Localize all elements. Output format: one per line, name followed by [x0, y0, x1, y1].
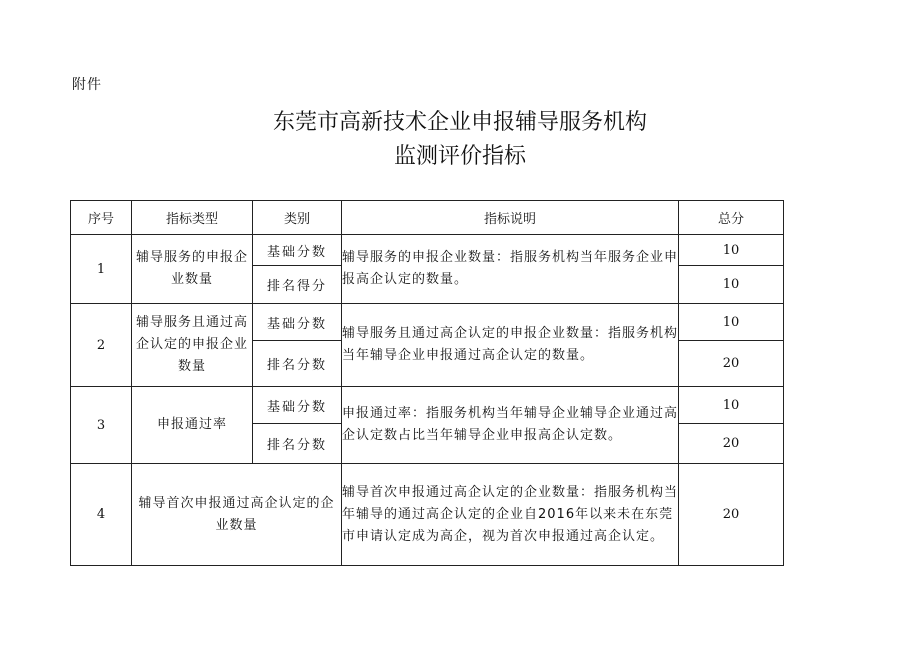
row-seq: 1	[71, 235, 132, 304]
row-description: 辅导服务且通过高企认定的申报企业数量：指服务机构当年辅导企业申报通过高企认定的数量。	[342, 304, 679, 387]
table-row	[71, 387, 784, 424]
row-category: 基础分数	[253, 304, 342, 341]
row-score: 20	[679, 424, 784, 464]
attachment-label: 附件	[72, 77, 102, 93]
row-score: 10	[679, 387, 784, 424]
row-score: 10	[679, 304, 784, 341]
evaluation-table	[70, 200, 784, 566]
row-seq: 2	[71, 304, 132, 387]
row-type: 辅导服务的申报企业数量	[132, 235, 253, 304]
table-row	[71, 464, 784, 566]
title-line-1: 东莞市高新技术企业申报辅导服务机构	[272, 110, 647, 135]
row-score: 10	[679, 266, 784, 304]
row-category: 排名分数	[253, 341, 342, 387]
row-score: 10	[679, 235, 784, 266]
table-row	[71, 304, 784, 341]
row-seq: 4	[71, 464, 132, 566]
header-seq: 序号	[71, 201, 132, 235]
title-line-2: 监测评价指标	[393, 144, 526, 169]
row-description: 申报通过率：指服务机构当年辅导企业辅导企业通过高企认定数占比当年辅导企业申报高企认定数。	[342, 387, 679, 464]
row-category: 基础分数	[253, 387, 342, 424]
row-category: 排名得分	[253, 266, 342, 304]
document-title	[0, 106, 920, 174]
row-category: 基础分数	[253, 235, 342, 266]
table-row	[71, 235, 784, 266]
row-seq: 3	[71, 387, 132, 464]
row-type: 辅导服务且通过高企认定的申报企业数量	[132, 304, 253, 387]
header-score: 总分	[679, 201, 784, 235]
header-type: 指标类型	[132, 201, 253, 235]
header-description: 指标说明	[342, 201, 679, 235]
row-score: 20	[679, 464, 784, 566]
table-header-row	[71, 201, 784, 235]
row-type: 申报通过率	[132, 387, 253, 464]
header-category: 类别	[253, 201, 342, 235]
row-type: 辅导首次申报通过高企认定的企业数量	[132, 464, 342, 566]
row-description: 辅导首次申报通过高企认定的企业数量：指服务机构当年辅导的通过高企认定的企业自2016年以来未在东莞市申请认定成为高企，视为首次申报通过高企认定。	[342, 464, 679, 566]
row-score: 20	[679, 341, 784, 387]
row-description: 辅导服务的申报企业数量：指服务机构当年服务企业申报高企认定的数量。	[342, 235, 679, 304]
row-category: 排名分数	[253, 424, 342, 464]
